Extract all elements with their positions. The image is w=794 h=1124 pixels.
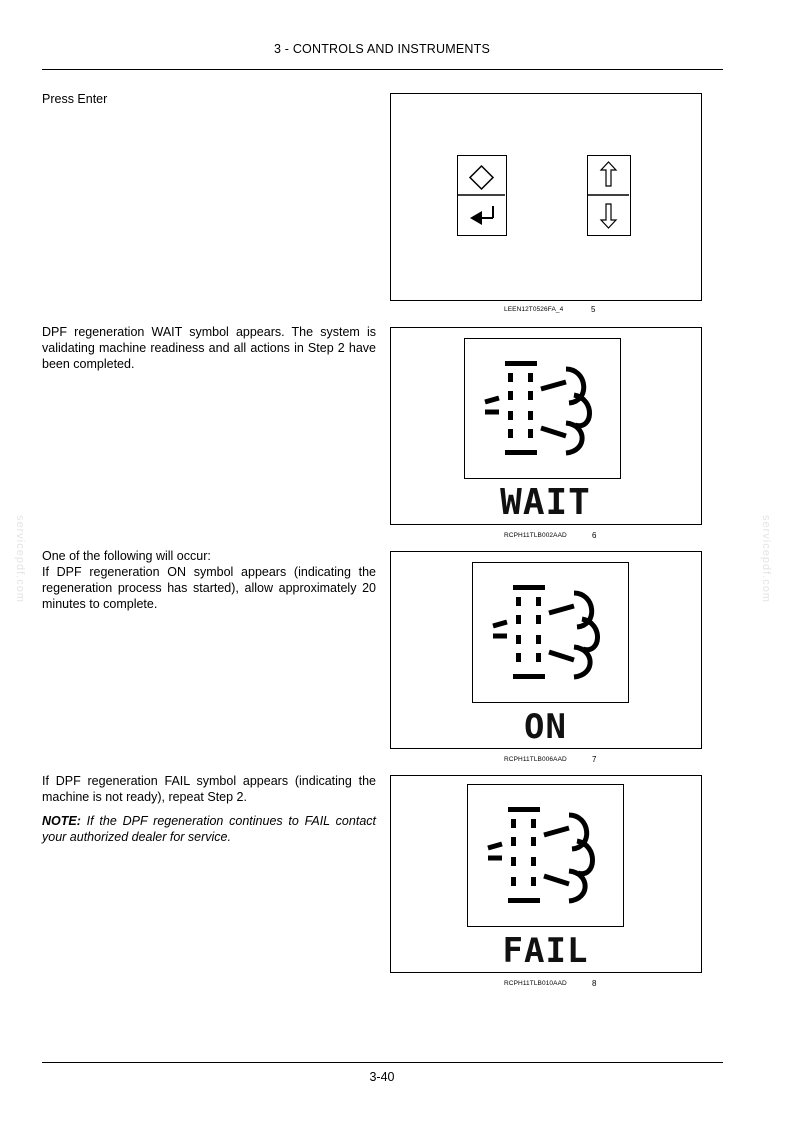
figure-wait	[390, 327, 702, 525]
dpf-symbol-box	[467, 784, 624, 927]
on-text-line2: If DPF regeneration ON symbol appears (indicating the regeneration process has started), allow approximately 20 minutes to complete.	[42, 565, 376, 611]
on-text-line1: One of the following will occur:	[42, 549, 211, 563]
enter-key	[457, 155, 507, 236]
on-label: ON	[524, 707, 567, 747]
up-down-arrow-icon	[588, 156, 629, 234]
figure-5-number: 5	[591, 305, 596, 314]
wait-label: WAIT	[500, 482, 591, 523]
wait-text: DPF regeneration WAIT symbol appears. The system is validating machine readiness and all actions in Step 2 have been completed.	[42, 325, 376, 371]
dpf-symbol-box	[464, 338, 621, 479]
watermark-right: servicepdf.com	[760, 515, 772, 603]
figure-on	[390, 551, 702, 749]
figure-keypad	[390, 93, 702, 301]
figure-8-number: 8	[592, 979, 597, 988]
figure-7-number: 7	[592, 755, 597, 764]
figure-6-code: RCPH11TLB002AAD	[504, 532, 567, 539]
note-body: If the DPF regeneration continues to FAIL contact your authorized dealer for service.	[42, 814, 376, 844]
dpf-symbol-box	[472, 562, 629, 703]
fail-text: If DPF regeneration FAIL symbol appears (indicating the machine is not ready), repeat Step 2.	[42, 774, 376, 804]
page-number: 3-40	[369, 1070, 395, 1084]
dpf-regeneration-icon	[465, 339, 620, 478]
dpf-regeneration-icon	[473, 563, 628, 702]
on-text	[42, 548, 376, 612]
figure-5-code: LEEN12T0526FA_4	[504, 306, 564, 313]
header-rule	[42, 69, 723, 70]
figure-8-code: RCPH11TLB010AAD	[504, 980, 567, 987]
dpf-regeneration-icon	[468, 785, 623, 926]
figure-7-code: RCPH11TLB006AAD	[504, 756, 567, 763]
watermark-left: servicepdf.com	[14, 515, 26, 603]
footer-rule	[42, 1062, 723, 1063]
figure-fail	[390, 775, 702, 973]
page-header-title: 3 - CONTROLS AND INSTRUMENTS	[273, 42, 491, 56]
note-text	[42, 813, 376, 845]
diamond-enter-icon	[458, 156, 505, 234]
press-enter-text: Press Enter	[42, 92, 108, 106]
up-down-key	[587, 155, 631, 236]
figure-6-number: 6	[592, 531, 597, 540]
fail-label: FAIL	[502, 931, 589, 971]
note-label: NOTE:	[42, 814, 81, 828]
